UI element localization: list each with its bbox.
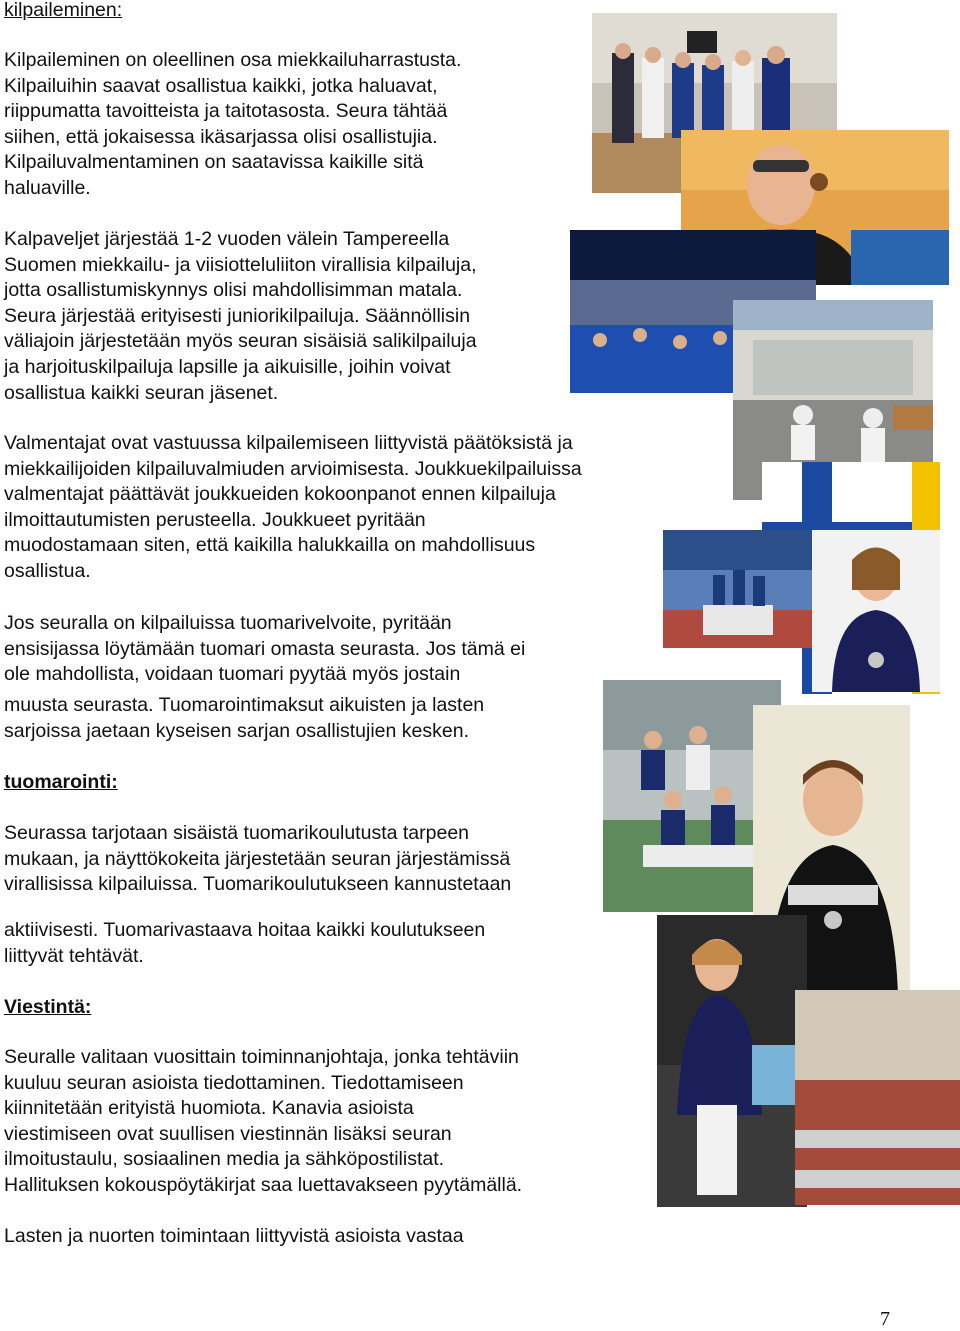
text-line: ilmoitustaulu, sosiaalinen media ja sähköpostilistat. xyxy=(4,1148,445,1171)
text-line: riippumatta tavoitteista ja taitotasosta. Seura tähtää xyxy=(4,100,448,123)
text-line: ilmoittautumisten perusteella. Joukkueet pyritään xyxy=(4,508,426,531)
text-line: liittyvät tehtävät. xyxy=(4,944,144,967)
paragraph-viestinta-2: Lasten ja nuorten toimintaan liittyvistä asioista vastaa xyxy=(4,1225,464,1247)
heading-viestinta: Viestintä: xyxy=(4,996,92,1018)
text-line: virallisissa kilpailuissa. Tuomarikoulutukseen kannustetaan xyxy=(4,873,512,896)
text-line: sarjoissa jaetaan kyseisen sarjan osallistujien kesken. xyxy=(4,719,469,742)
heading-kilpaileminen: kilpaileminen: xyxy=(4,0,123,21)
text-line: ensisijassa löytämään tuomari omasta seurasta. Jos tämä ei xyxy=(4,637,526,660)
text-line: miekkailijoiden kilpailuvalmiuden arvioimisesta. Joukkuekilpailuissa xyxy=(4,457,582,480)
text-line: muusta seurasta. Tuomarointimaksut aikuisten ja lasten xyxy=(4,694,485,716)
page-number: 7 xyxy=(880,1308,890,1330)
photo-fencing-hall xyxy=(795,990,960,1205)
text-line: mukaan, ja näyttökokeita järjestetään seuran järjestämissä xyxy=(4,847,511,870)
text-line: ole mahdollista, voidaan tuomari pyytää myös jostain xyxy=(4,663,461,686)
text-line: Jos seuralla on kilpailuissa tuomarivelvoite, pyritään xyxy=(4,612,452,634)
text-line: haluaville. xyxy=(4,177,91,199)
text-line: kiinnitetään erityistä huomiota. Kanavia asioista xyxy=(4,1097,414,1120)
photo-girl-fencer xyxy=(657,915,807,1207)
text-line: muodostamaan siten, että kaikilla halukkailla on mahdollisuus xyxy=(4,534,536,557)
text-line: valmentajat päättävät joukkueiden kokoonpanot ennen kilpailuja xyxy=(4,483,556,506)
text-line: jotta osallistumiskynnys olisi mahdollisimman matala. xyxy=(4,279,463,302)
text-line: Seurassa tarjotaan sisäistä tuomarikoulutusta tarpeen xyxy=(4,822,470,844)
text-line: Seura järjestää erityisesti juniorikilpailuja. Säännöllisin xyxy=(4,304,471,327)
text-line: Valmentajat ovat vastuussa kilpailemiseen liittyvistä päätöksistä ja xyxy=(4,432,573,454)
text-line: Kalpaveljet järjestää 1-2 vuoden välein Tampereella xyxy=(4,228,450,250)
text-line: aktiivisesti. Tuomarivastaava hoitaa kaikki koulutukseen xyxy=(4,919,486,941)
text-line: Kilpailuvalmentaminen on saatavissa kaikille sitä xyxy=(4,151,424,174)
photo-girl-with-medal xyxy=(812,530,940,692)
text-line: kuuluu seuran asioista tiedottaminen. Tiedottamiseen xyxy=(4,1071,464,1094)
text-line: Seuralle valitaan vuosittain toiminnanjohtaja, jonka tehtäviin xyxy=(4,1046,519,1068)
text-line: väliajoin järjestetään myös seuran sisäisiä salikilpailuja xyxy=(4,330,477,353)
heading-tuomarointi: tuomarointi: xyxy=(4,771,118,793)
text-line: siihen, että jokaisessa ikäsarjassa olisi osallistujia. xyxy=(4,125,438,148)
text-line: Kilpailuihin saavat osallistua kaikki, jotka haluavat, xyxy=(4,74,438,97)
text-line: osallistua. xyxy=(4,560,91,582)
text-line: Kilpaileminen on oleellinen osa miekkailuharrastusta. xyxy=(4,49,462,71)
photo-podium xyxy=(663,530,815,648)
text-line: Hallituksen kokouspöytäkirjat saa luettavakseen pyytämällä. xyxy=(4,1174,523,1196)
text-line: Suomen miekkailu- ja viisiotteluliiton virallisia kilpailuja, xyxy=(4,253,477,276)
text-line: ja harjoituskilpailuja lapsille ja aikuisille, joihin voivat xyxy=(4,356,451,378)
text-line: viestimiseen ovat suullisen viestinnän lisäksi seuran xyxy=(4,1122,452,1145)
text-line: osallistua kaikki seuran jäsenet. xyxy=(4,381,279,404)
